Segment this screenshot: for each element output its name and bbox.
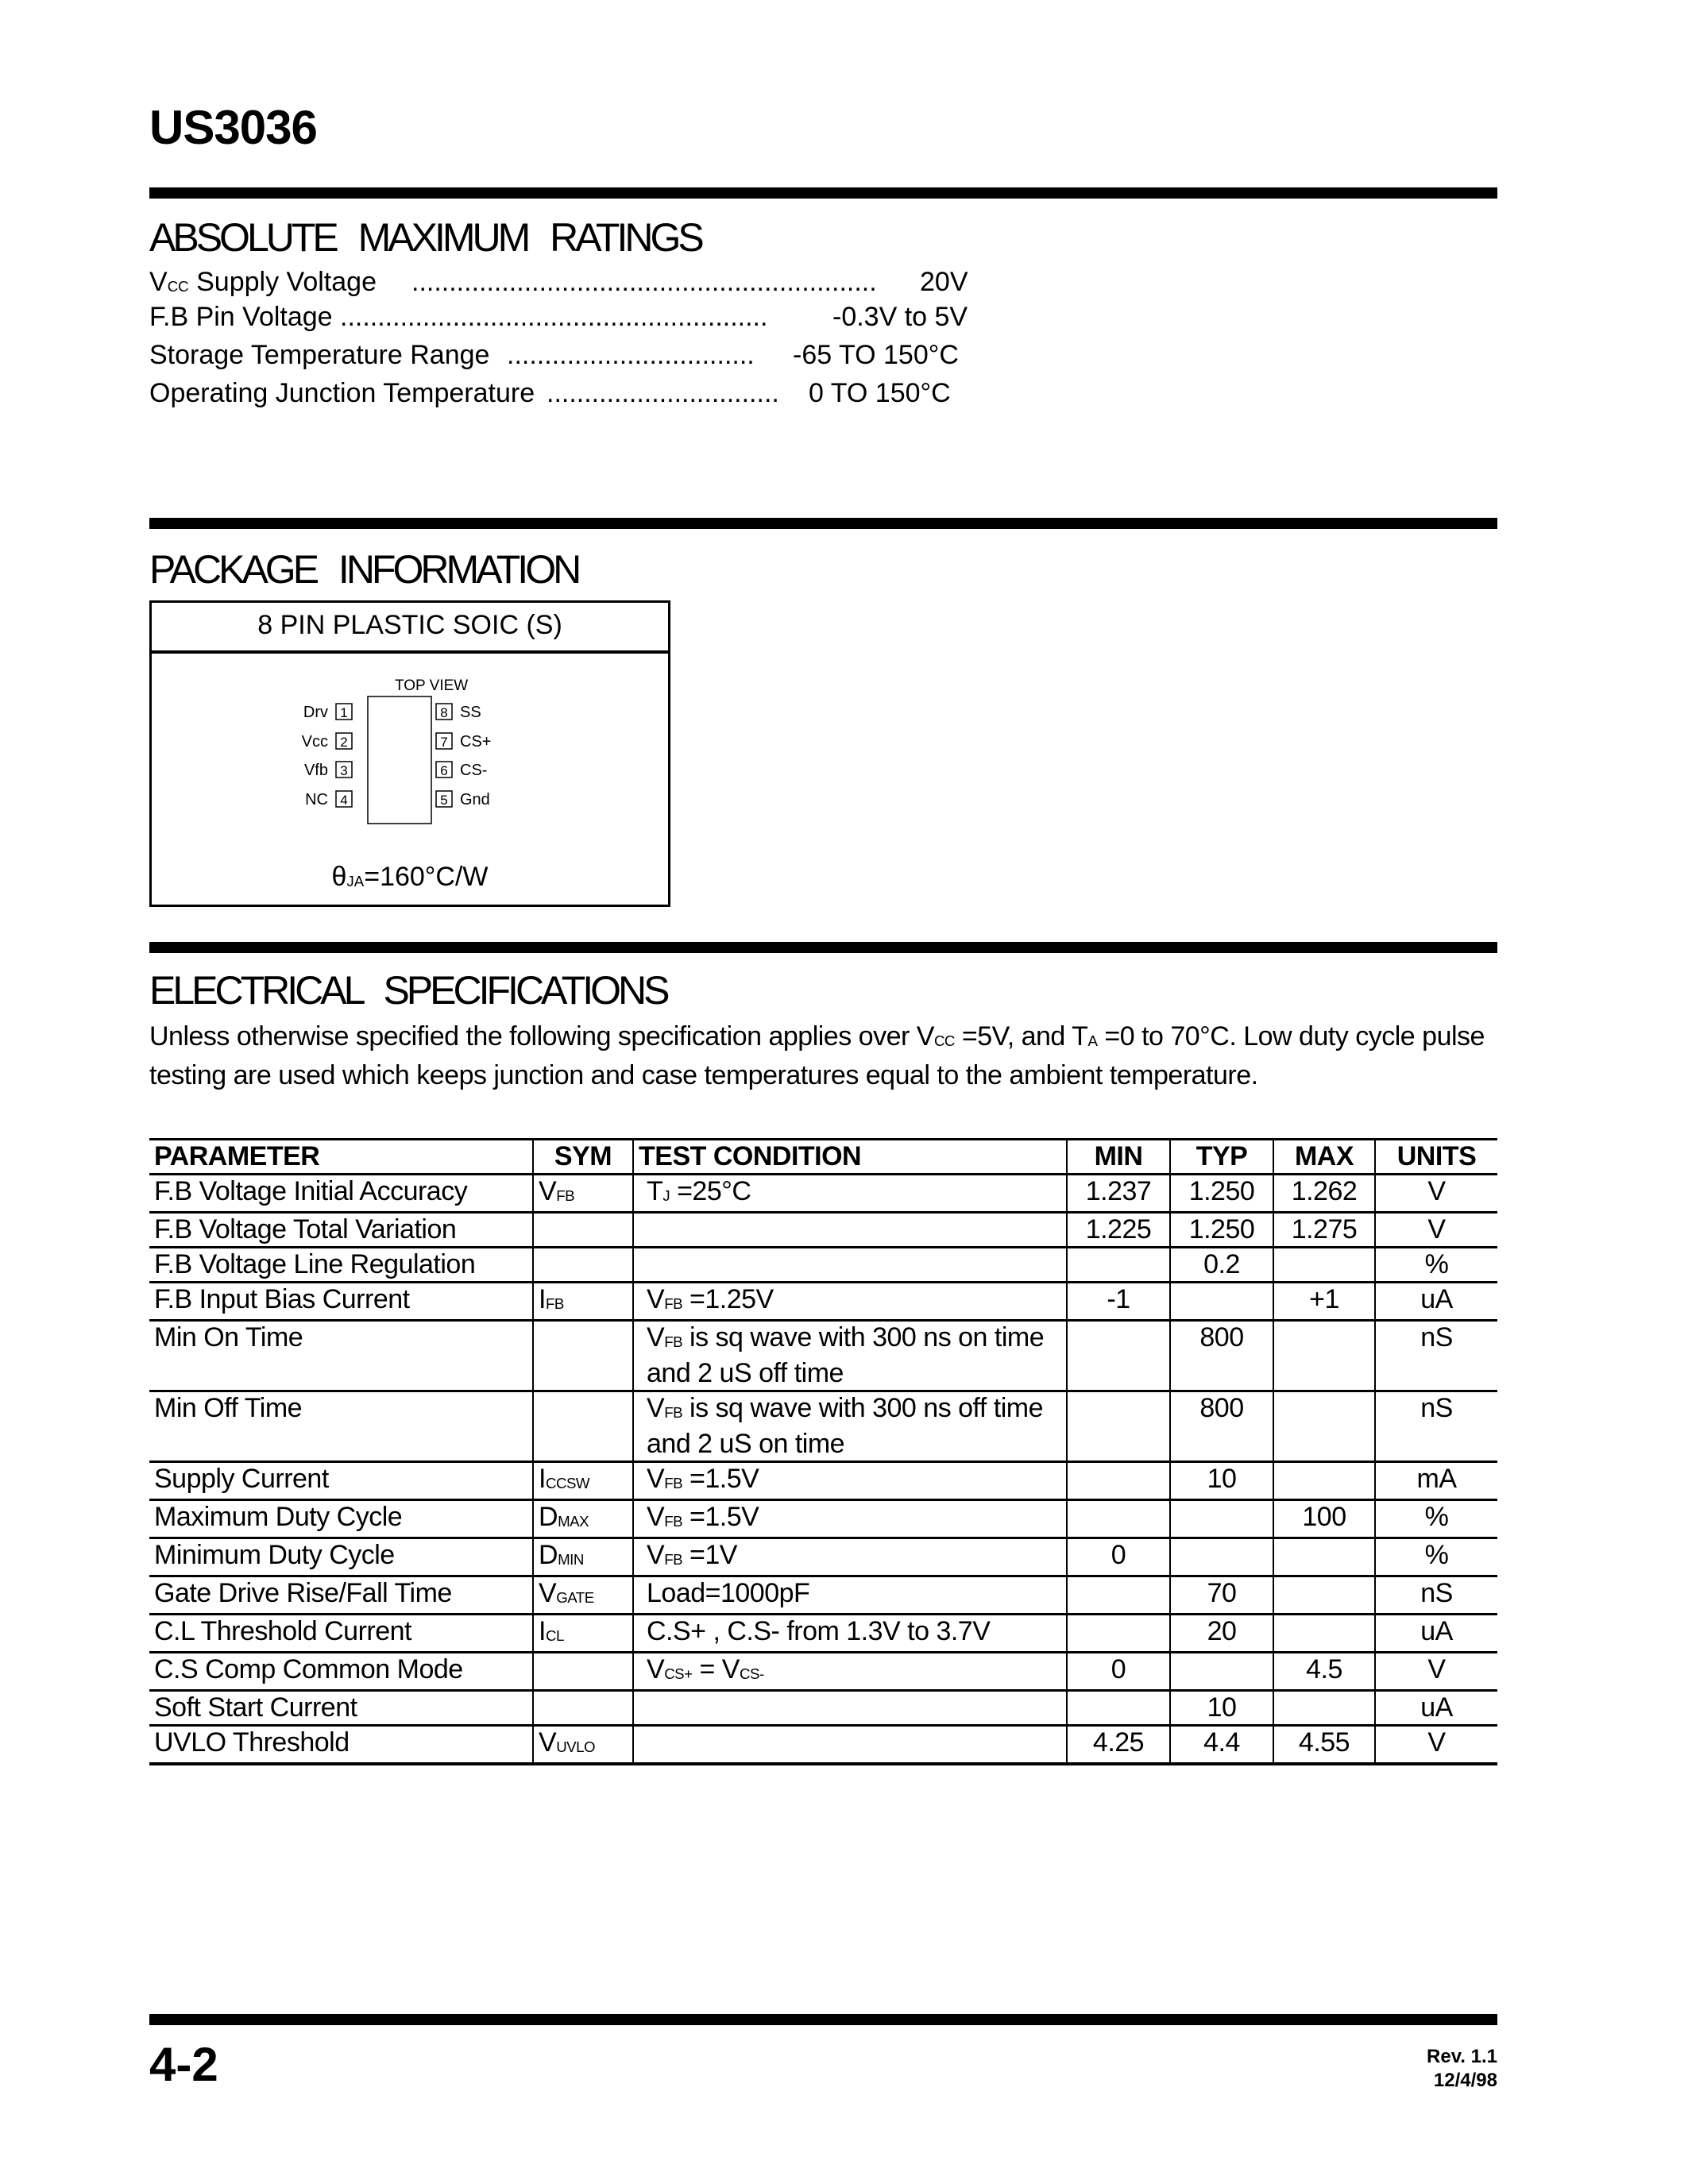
cell-typ: 10 bbox=[1170, 1462, 1273, 1500]
package-title: PACKAGE INFORMATION bbox=[149, 547, 579, 592]
cell-max bbox=[1273, 1538, 1375, 1576]
cell-units: V bbox=[1375, 1175, 1497, 1213]
cell-units: uA bbox=[1375, 1691, 1497, 1726]
svg-text:6: 6 bbox=[440, 763, 448, 778]
amr-row-storage: Storage Temperature Range ................................. -65 TO 150°C bbox=[149, 340, 959, 370]
table-row bbox=[149, 1726, 1497, 1765]
amr-row-junction: Operating Junction Temperature ............................... 0 TO 150°C bbox=[149, 378, 951, 408]
cell-parameter: F.B Voltage Initial Accuracy bbox=[149, 1175, 533, 1213]
cell-units: nS bbox=[1375, 1576, 1497, 1615]
table-row bbox=[149, 1248, 1497, 1283]
cell-max: 1.262 bbox=[1273, 1175, 1375, 1213]
cell-test-condition bbox=[633, 1691, 1067, 1726]
cell-min: 4.25 bbox=[1067, 1726, 1170, 1765]
col-test-condition: TEST CONDITION bbox=[633, 1140, 1067, 1175]
cell-max: 4.5 bbox=[1273, 1653, 1375, 1691]
cell-parameter: F.B Input Bias Current bbox=[149, 1283, 533, 1321]
soic-pinout-diagram bbox=[152, 603, 668, 905]
cell-sym: $I_{CL}$ bbox=[533, 1615, 633, 1653]
footer-rule bbox=[149, 2014, 1497, 2025]
table-row bbox=[149, 1576, 1497, 1615]
svg-text:Gnd: Gnd bbox=[460, 791, 490, 808]
cell-units: uA bbox=[1375, 1615, 1497, 1653]
svg-text:NC: NC bbox=[305, 791, 328, 808]
cell-sym bbox=[533, 1391, 633, 1462]
cell-max bbox=[1273, 1321, 1375, 1391]
cell-min bbox=[1067, 1576, 1170, 1615]
cell-typ bbox=[1170, 1500, 1273, 1538]
electrical-rule bbox=[149, 942, 1497, 953]
table-row bbox=[149, 1538, 1497, 1576]
cell-typ: 70 bbox=[1170, 1576, 1273, 1615]
cell-max: 4.55 bbox=[1273, 1726, 1375, 1765]
cell-sym bbox=[533, 1213, 633, 1248]
cell-test-condition: $V_{FB}$ is sq wave with 300 ns off time and 2 uS on time bbox=[633, 1391, 1067, 1462]
table-row bbox=[149, 1283, 1497, 1321]
cell-test-condition bbox=[633, 1248, 1067, 1283]
cell-typ: 4.4 bbox=[1170, 1726, 1273, 1765]
cell-parameter: Min On Time bbox=[149, 1321, 533, 1391]
svg-text:Drv: Drv bbox=[303, 704, 328, 721]
cell-units: V bbox=[1375, 1726, 1497, 1765]
cell-typ: 1.250 bbox=[1170, 1175, 1273, 1213]
cell-sym: $V_{UVLO}$ bbox=[533, 1726, 633, 1765]
table-row bbox=[149, 1653, 1497, 1691]
svg-text:3: 3 bbox=[340, 763, 348, 778]
cell-units: V bbox=[1375, 1213, 1497, 1248]
cell-max bbox=[1273, 1248, 1375, 1283]
cell-units: V bbox=[1375, 1653, 1497, 1691]
svg-text:CS-: CS- bbox=[460, 762, 488, 779]
cell-parameter: Soft Start Current bbox=[149, 1691, 533, 1726]
cell-test-condition bbox=[633, 1726, 1067, 1765]
cell-units: uA bbox=[1375, 1283, 1497, 1321]
header-rule bbox=[149, 187, 1497, 199]
cell-units: % bbox=[1375, 1248, 1497, 1283]
right-pin-5 bbox=[436, 791, 490, 808]
revision-date: 12/4/98 bbox=[1433, 2070, 1497, 2091]
ic-body bbox=[368, 696, 431, 824]
cell-test-condition: $T_J =25^\circ C$ bbox=[633, 1175, 1067, 1213]
cell-parameter: F.B Voltage Total Variation bbox=[149, 1213, 533, 1248]
cell-sym bbox=[533, 1691, 633, 1726]
cell-units: nS bbox=[1375, 1391, 1497, 1462]
right-pin-8 bbox=[436, 704, 481, 721]
abs-max-title: ABSOLUTE MAXIMUM RATINGS bbox=[149, 215, 701, 260]
table-row bbox=[149, 1615, 1497, 1653]
left-pin-2 bbox=[302, 733, 352, 751]
top-view-label: TOP VIEW bbox=[395, 677, 469, 694]
cell-test-condition: C.S+ , C.S- from 1.3V to 3.7V bbox=[633, 1615, 1067, 1653]
cell-parameter: C.S Comp Common Mode bbox=[149, 1653, 533, 1691]
cell-test-condition: $V_{CS+} = V_{CS-}$ bbox=[633, 1653, 1067, 1691]
cell-min bbox=[1067, 1391, 1170, 1462]
cell-max bbox=[1273, 1691, 1375, 1726]
cell-units: % bbox=[1375, 1500, 1497, 1538]
cell-parameter: Supply Current bbox=[149, 1462, 533, 1500]
cell-max bbox=[1273, 1615, 1375, 1653]
cell-parameter: Gate Drive Rise/Fall Time bbox=[149, 1576, 533, 1615]
col-min: MIN bbox=[1067, 1140, 1170, 1175]
left-pin-3 bbox=[304, 762, 352, 779]
svg-text:SS: SS bbox=[460, 704, 481, 721]
cell-typ: 800 bbox=[1170, 1391, 1273, 1462]
amr-row-vcc: $V_{CC}$ Supply Voltage .............................................................. 20V bbox=[149, 267, 968, 297]
electrical-description: Unless otherwise specified the following specification applies over $V_{CC} =5V$, and $T_A =0$ to 70°C. Low duty cycle pulse testing are used which keeps junction and case temperatures equal to the ambient temperature. bbox=[149, 1021, 1485, 1090]
table-row bbox=[149, 1500, 1497, 1538]
cell-sym: $V_{FB}$ bbox=[533, 1175, 633, 1213]
cell-sym: $V_{GATE}$ bbox=[533, 1576, 633, 1615]
cell-max: 100 bbox=[1273, 1500, 1375, 1538]
cell-parameter: F.B Voltage Line Regulation bbox=[149, 1248, 533, 1283]
electrical-spec-table bbox=[149, 1138, 1497, 1765]
cell-max bbox=[1273, 1391, 1375, 1462]
cell-min: -1 bbox=[1067, 1283, 1170, 1321]
cell-typ: 800 bbox=[1170, 1321, 1273, 1391]
cell-sym: $D_{MAX}$ bbox=[533, 1500, 633, 1538]
part-number: US3036 bbox=[149, 101, 317, 154]
cell-typ: 10 bbox=[1170, 1691, 1273, 1726]
left-pin-1 bbox=[303, 704, 352, 721]
cell-test-condition: Load=1000pF bbox=[633, 1576, 1067, 1615]
cell-max bbox=[1273, 1462, 1375, 1500]
cell-sym: $D_{MIN}$ bbox=[533, 1538, 633, 1576]
col-typ: TYP bbox=[1170, 1140, 1273, 1175]
cell-min bbox=[1067, 1500, 1170, 1538]
cell-units: nS bbox=[1375, 1321, 1497, 1391]
table-row bbox=[149, 1213, 1497, 1248]
cell-test-condition: $V_{FB} =1V$ bbox=[633, 1538, 1067, 1576]
cell-test-condition: $V_{FB} =1.5V$ bbox=[633, 1500, 1067, 1538]
cell-typ: 0.2 bbox=[1170, 1248, 1273, 1283]
package-rule bbox=[149, 518, 1497, 529]
cell-sym bbox=[533, 1248, 633, 1283]
svg-text:1: 1 bbox=[340, 705, 348, 720]
left-pin-4 bbox=[305, 791, 352, 808]
table-row bbox=[149, 1321, 1497, 1391]
cell-min: 0 bbox=[1067, 1538, 1170, 1576]
cell-max bbox=[1273, 1576, 1375, 1615]
cell-test-condition: $V_{FB} =1.5V$ bbox=[633, 1462, 1067, 1500]
cell-sym: $I_{FB}$ bbox=[533, 1283, 633, 1321]
col-parameter: PARAMETER bbox=[149, 1140, 533, 1175]
col-sym: SYM bbox=[533, 1140, 633, 1175]
revision: Rev. 1.1 bbox=[1427, 2046, 1497, 2067]
svg-text:2: 2 bbox=[340, 735, 348, 750]
right-pin-7 bbox=[436, 733, 491, 751]
cell-min: 1.237 bbox=[1067, 1175, 1170, 1213]
table-row bbox=[149, 1462, 1497, 1500]
cell-test-condition: $V_{FB}$ is sq wave with 300 ns on time and 2 uS off time bbox=[633, 1321, 1067, 1391]
cell-test-condition: $V_{FB} =1.25V$ bbox=[633, 1283, 1067, 1321]
package-box bbox=[149, 600, 670, 907]
cell-min bbox=[1067, 1321, 1170, 1391]
cell-units: mA bbox=[1375, 1462, 1497, 1500]
table-header-row bbox=[149, 1140, 1497, 1175]
svg-text:7: 7 bbox=[440, 735, 448, 750]
cell-typ bbox=[1170, 1283, 1273, 1321]
cell-min bbox=[1067, 1615, 1170, 1653]
page-number: 4-2 bbox=[149, 2038, 218, 2091]
cell-min bbox=[1067, 1248, 1170, 1283]
svg-text:CS+: CS+ bbox=[460, 733, 492, 751]
cell-max: +1 bbox=[1273, 1283, 1375, 1321]
cell-sym bbox=[533, 1653, 633, 1691]
table-row bbox=[149, 1391, 1497, 1462]
amr-row-fb: F.B Pin Voltage ......................................................... -0.3V to 5V bbox=[149, 302, 968, 332]
right-pin-6 bbox=[436, 762, 487, 779]
thermal-resistance: $\theta_{JA}=160^\circ C/W$ bbox=[331, 862, 489, 892]
cell-typ: 1.250 bbox=[1170, 1213, 1273, 1248]
cell-min: 0 bbox=[1067, 1653, 1170, 1691]
col-max: MAX bbox=[1273, 1140, 1375, 1175]
package-box-title: 8 PIN PLASTIC SOIC (S) bbox=[152, 603, 668, 654]
col-units: UNITS bbox=[1375, 1140, 1497, 1175]
cell-parameter: Minimum Duty Cycle bbox=[149, 1538, 533, 1576]
cell-sym: $I_{CCSW}$ bbox=[533, 1462, 633, 1500]
cell-min bbox=[1067, 1691, 1170, 1726]
cell-sym bbox=[533, 1321, 633, 1391]
svg-text:5: 5 bbox=[440, 793, 448, 808]
cell-units: % bbox=[1375, 1538, 1497, 1576]
table-row bbox=[149, 1691, 1497, 1726]
table-row bbox=[149, 1175, 1497, 1213]
svg-text:Vcc: Vcc bbox=[301, 733, 328, 751]
svg-text:8: 8 bbox=[440, 705, 448, 720]
cell-parameter: UVLO Threshold bbox=[149, 1726, 533, 1765]
cell-min bbox=[1067, 1462, 1170, 1500]
cell-parameter: C.L Threshold Current bbox=[149, 1615, 533, 1653]
cell-test-condition bbox=[633, 1213, 1067, 1248]
cell-typ bbox=[1170, 1653, 1273, 1691]
svg-text:4: 4 bbox=[340, 793, 348, 808]
cell-parameter: Maximum Duty Cycle bbox=[149, 1500, 533, 1538]
electrical-title: ELECTRICAL SPECIFICATIONS bbox=[149, 968, 667, 1013]
svg-text:Vfb: Vfb bbox=[303, 762, 328, 779]
cell-min: 1.225 bbox=[1067, 1213, 1170, 1248]
cell-typ: 20 bbox=[1170, 1615, 1273, 1653]
cell-max: 1.275 bbox=[1273, 1213, 1375, 1248]
cell-typ bbox=[1170, 1538, 1273, 1576]
cell-parameter: Min Off Time bbox=[149, 1391, 533, 1462]
revision-info bbox=[1427, 2045, 1497, 2093]
